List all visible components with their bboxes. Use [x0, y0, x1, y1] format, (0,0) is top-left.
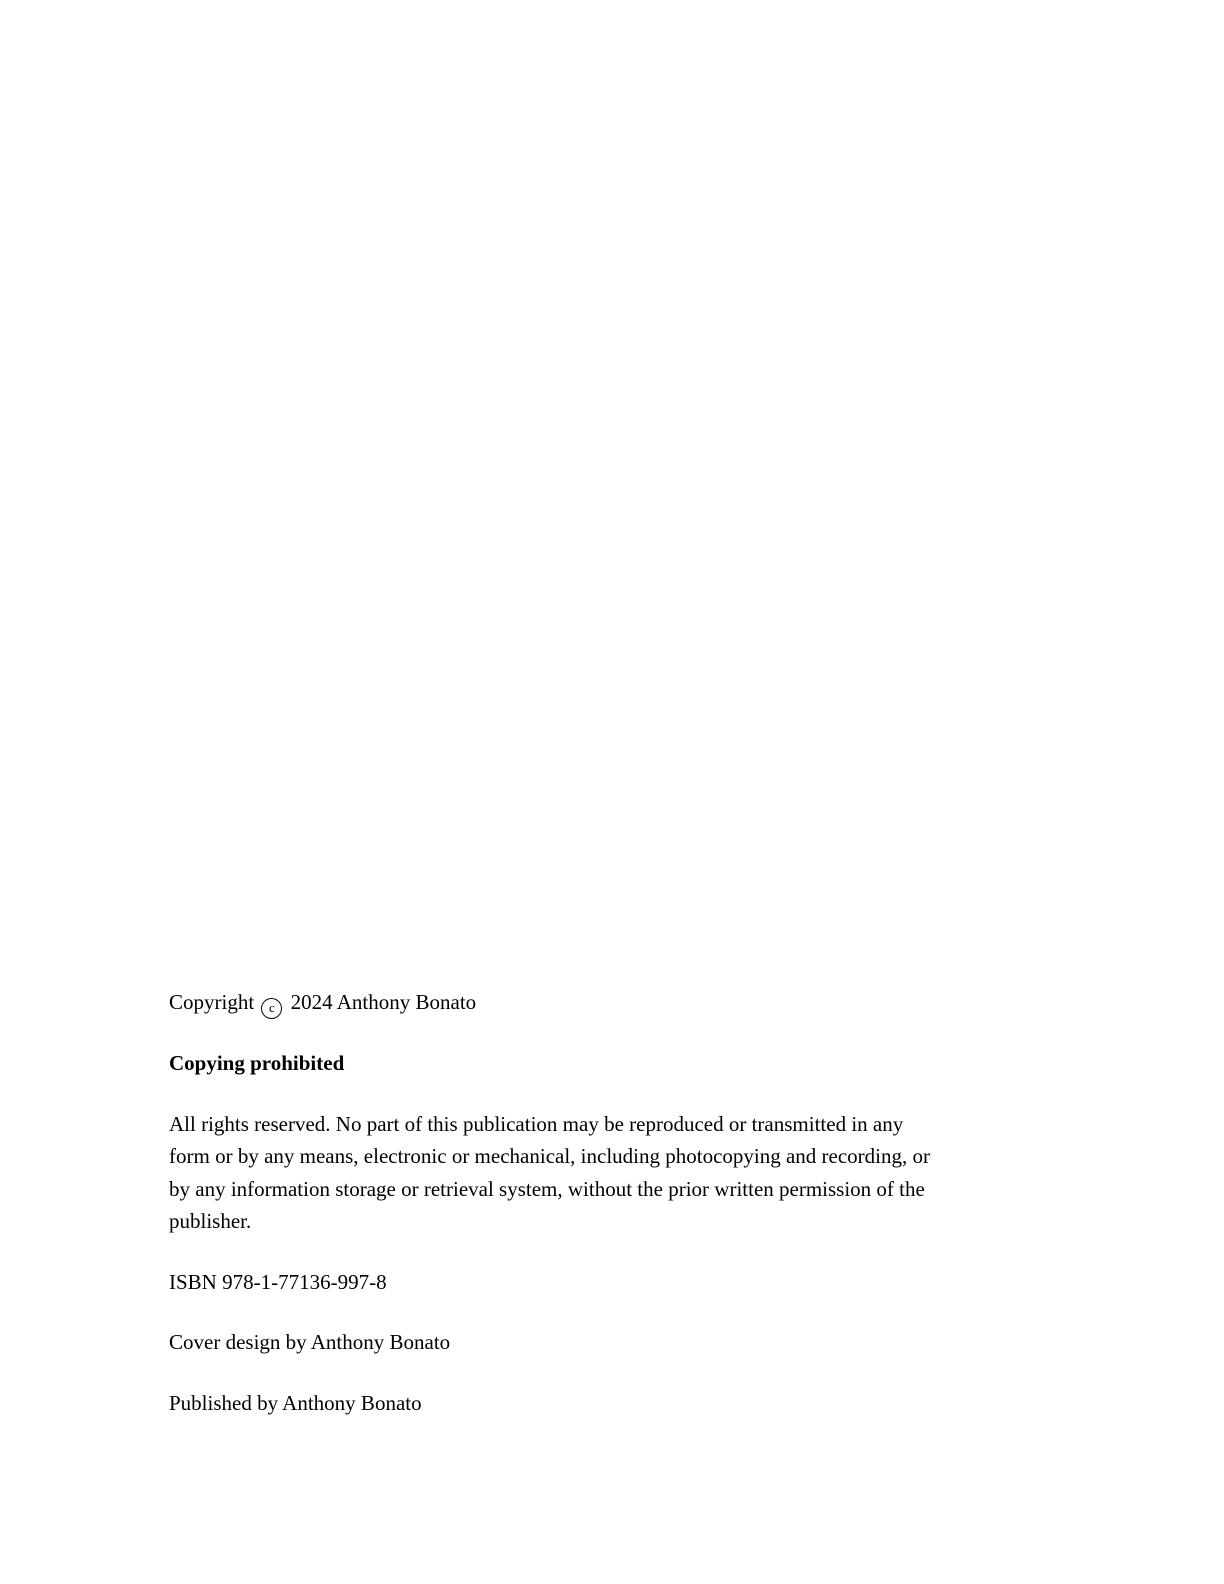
publisher-credit: Published by Anthony Bonato — [169, 1390, 422, 1415]
rights-notice-line: All rights reserved. No part of this publication may be reproduced or transmitted in any — [169, 1111, 904, 1136]
copyright-statement — [169, 986, 1049, 1019]
rights-notice-line: form or by any means, electronic or mechanical, including photocopying and recording, or — [169, 1144, 931, 1168]
isbn: ISBN 978-1-77136-997-8 — [169, 1269, 387, 1294]
cover-design-credit: Cover design by Anthony Bonato — [169, 1330, 451, 1354]
copyright-block — [169, 986, 1049, 1447]
copying-prohibited-heading: Copying prohibited — [169, 1051, 345, 1075]
rights-notice-line: publisher. — [169, 1209, 252, 1233]
rights-notice — [169, 1108, 1049, 1238]
copyright-prefix: Copyright — [169, 990, 255, 1014]
copyright-holder: 2024 Anthony Bonato — [290, 990, 477, 1014]
copyright-symbol-icon: c — [261, 998, 282, 1019]
rights-notice-line: by any information storage or retrieval system, without the prior written permission of the — [169, 1176, 925, 1201]
